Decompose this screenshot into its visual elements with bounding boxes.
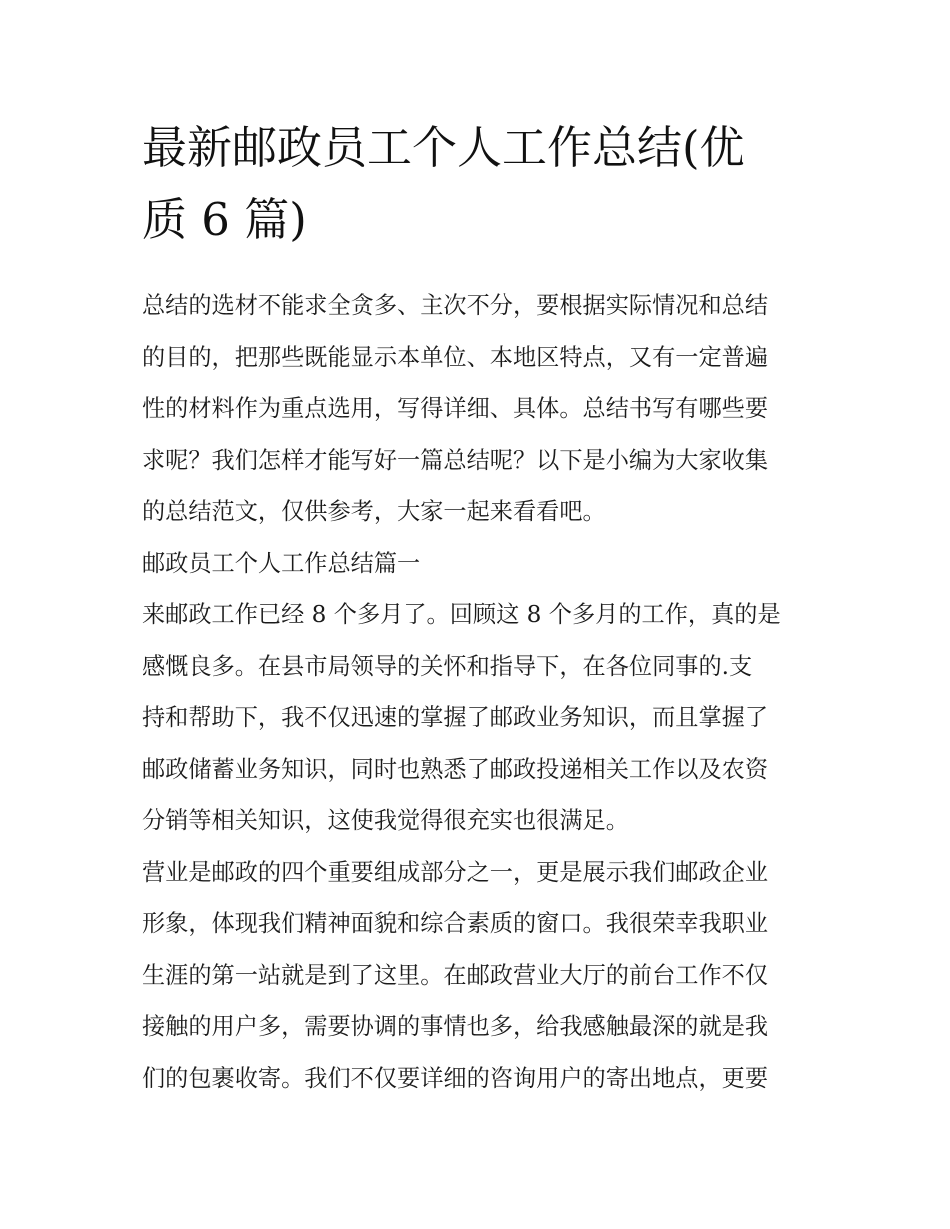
title-line: 质 6 篇) xyxy=(142,193,307,246)
body-line: 来邮政工作已经 8 个多月了。回顾这 8 个多月的工作，真的是 xyxy=(142,601,781,628)
body-line: 的总结范文，仅供参考，大家一起来看看吧。 xyxy=(142,498,606,525)
body-line: 接触的用户多，需要协调的事情也多，给我感触最深的就是我 xyxy=(142,1013,769,1040)
section-heading: 邮政员工个人工作总结篇一 xyxy=(142,549,421,577)
body-line: 形象，体现我们精神面貌和综合素质的窗口。我很荣幸我职业 xyxy=(142,910,769,937)
body-line: 邮政储蓄业务知识，同时也熟悉了邮政投递相关工作以及农资 xyxy=(142,755,769,783)
document-body xyxy=(142,280,812,1104)
body-line: 生涯的第一站就是到了这里。在邮政营业大厅的前台工作不仅 xyxy=(142,961,769,989)
body-line: 感慨良多。在县市局领导的关怀和指导下，在各位同事的.支 xyxy=(142,652,753,680)
body-line: 求呢？我们怎样才能写好一篇总结呢？以下是小编为大家收集 xyxy=(142,446,769,474)
body-line: 分销等相关知识，这使我觉得很充实也很满足。 xyxy=(142,807,629,834)
body-line: 的目的，把那些既能显示本单位、本地区特点，又有一定普遍 xyxy=(142,343,769,371)
document-title xyxy=(142,112,812,256)
body-line: 性的材料作为重点选用，写得详细、具体。总结书写有哪些要 xyxy=(142,395,769,422)
body-line: 持和帮助下，我不仅迅速的掌握了邮政业务知识，而且掌握了 xyxy=(142,704,769,731)
body-line: 总结的选材不能求全贪多、主次不分，要根据实际情况和总结 xyxy=(142,292,769,319)
body-line: 们的包裹收寄。我们不仅要详细的咨询用户的寄出地点，更要 xyxy=(142,1064,769,1092)
title-line: 最新邮政员工个人工作总结(优 xyxy=(142,121,745,174)
document-content xyxy=(142,112,812,1104)
body-line: 营业是邮政的四个重要组成部分之一，更是展示我们邮政企业 xyxy=(142,858,769,886)
